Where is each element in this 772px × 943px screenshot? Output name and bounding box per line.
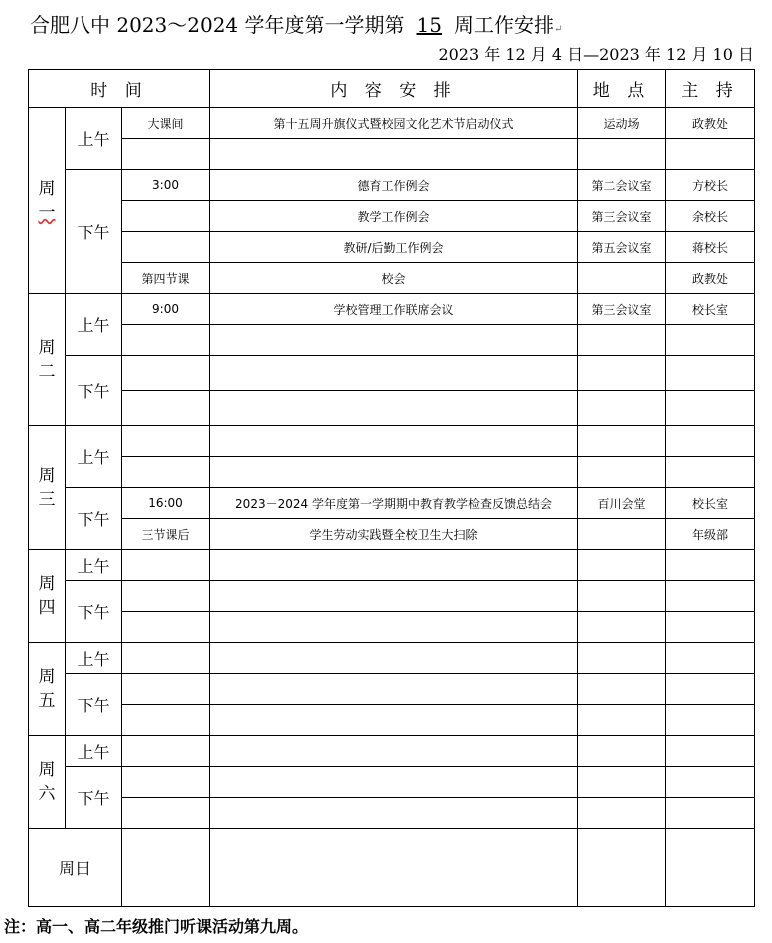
row-host bbox=[666, 550, 755, 581]
row-location: 第三会议室 bbox=[578, 201, 666, 232]
table-row bbox=[29, 232, 755, 263]
row-location bbox=[578, 829, 666, 907]
table-row bbox=[29, 581, 755, 612]
row-content: 学校管理工作联席会议 bbox=[210, 294, 578, 325]
row-content: 教研/后勤工作例会 bbox=[210, 232, 578, 263]
row-time: 3:00 bbox=[122, 170, 210, 201]
row-host: 蒋校长 bbox=[666, 232, 755, 263]
row-host: 政教处 bbox=[666, 108, 755, 139]
row-content bbox=[210, 391, 578, 426]
morning-label: 上午 bbox=[66, 426, 122, 488]
table-row bbox=[29, 356, 755, 391]
table-row bbox=[29, 201, 755, 232]
day-sunday: 周日 bbox=[29, 829, 122, 907]
row-time bbox=[122, 581, 210, 612]
row-time bbox=[122, 736, 210, 767]
schedule-table bbox=[28, 69, 755, 907]
row-host bbox=[666, 612, 755, 643]
row-time bbox=[122, 139, 210, 170]
row-time bbox=[122, 798, 210, 829]
afternoon-label: 下午 bbox=[66, 767, 122, 829]
table-row bbox=[29, 736, 755, 767]
row-location bbox=[578, 674, 666, 705]
row-content bbox=[210, 643, 578, 674]
row-time bbox=[122, 612, 210, 643]
row-host: 校长室 bbox=[666, 294, 755, 325]
row-location bbox=[578, 643, 666, 674]
row-host bbox=[666, 581, 755, 612]
row-time bbox=[122, 767, 210, 798]
row-location: 第二会议室 bbox=[578, 170, 666, 201]
day-thursday: 周 四 bbox=[29, 550, 66, 643]
row-content: 2023－2024 学年度第一学期期中教育教学检查反馈总结会 bbox=[210, 488, 578, 519]
row-host bbox=[666, 736, 755, 767]
row-time bbox=[122, 550, 210, 581]
row-content bbox=[210, 426, 578, 457]
day-monday: 周 一 bbox=[29, 108, 66, 294]
row-content bbox=[210, 325, 578, 356]
day-tuesday: 周 二 bbox=[29, 294, 66, 426]
table-row bbox=[29, 705, 755, 736]
row-time: 第四节课 bbox=[122, 263, 210, 294]
table-row bbox=[29, 139, 755, 170]
table-row bbox=[29, 643, 755, 674]
table-row bbox=[29, 798, 755, 829]
row-location bbox=[578, 519, 666, 550]
row-location bbox=[578, 767, 666, 798]
morning-label: 上午 bbox=[66, 550, 122, 581]
afternoon-label: 下午 bbox=[66, 488, 122, 550]
row-location bbox=[578, 612, 666, 643]
row-time bbox=[122, 674, 210, 705]
header-time: 时 间 bbox=[29, 70, 210, 108]
table-row bbox=[29, 263, 755, 294]
row-time bbox=[122, 201, 210, 232]
page-title bbox=[30, 10, 770, 40]
row-content: 学生劳动实践暨全校卫生大扫除 bbox=[210, 519, 578, 550]
row-location bbox=[578, 263, 666, 294]
table-row bbox=[29, 767, 755, 798]
afternoon-label: 下午 bbox=[66, 674, 122, 736]
day-saturday: 周 六 bbox=[29, 736, 66, 829]
table-row bbox=[29, 170, 755, 201]
table-row bbox=[29, 325, 755, 356]
row-time bbox=[122, 325, 210, 356]
row-location bbox=[578, 736, 666, 767]
row-host bbox=[666, 457, 755, 488]
row-time bbox=[122, 426, 210, 457]
row-content bbox=[210, 705, 578, 736]
header-content: 内 容 安 排 bbox=[210, 70, 578, 108]
row-time: 三节课后 bbox=[122, 519, 210, 550]
header-location: 地 点 bbox=[578, 70, 666, 108]
table-header-row bbox=[29, 70, 755, 108]
row-content bbox=[210, 550, 578, 581]
footnote: 注：高一、高二年级推门听课活动第九周。 bbox=[4, 917, 309, 936]
row-content: 第十五周升旗仪式暨校园文化艺术节启动仪式 bbox=[210, 108, 578, 139]
table-row bbox=[29, 426, 755, 457]
header-host: 主 持 bbox=[666, 70, 755, 108]
table-row bbox=[29, 391, 755, 426]
morning-label: 上午 bbox=[66, 294, 122, 356]
row-content: 校会 bbox=[210, 263, 578, 294]
row-location bbox=[578, 581, 666, 612]
row-location bbox=[578, 550, 666, 581]
row-location bbox=[578, 391, 666, 426]
row-host: 校长室 bbox=[666, 488, 755, 519]
day-friday: 周 五 bbox=[29, 643, 66, 736]
row-time bbox=[122, 356, 210, 391]
week-number: 15 bbox=[416, 13, 442, 37]
title-suffix: 周工作安排 bbox=[453, 13, 554, 37]
row-host: 年级部 bbox=[666, 519, 755, 550]
afternoon-label: 下午 bbox=[66, 581, 122, 643]
row-host bbox=[666, 139, 755, 170]
row-host bbox=[666, 426, 755, 457]
afternoon-label: 下午 bbox=[66, 170, 122, 294]
row-time bbox=[122, 391, 210, 426]
row-host bbox=[666, 767, 755, 798]
row-location bbox=[578, 139, 666, 170]
row-location bbox=[578, 705, 666, 736]
table-row bbox=[29, 550, 755, 581]
table-row bbox=[29, 294, 755, 325]
table-row bbox=[29, 488, 755, 519]
row-host bbox=[666, 798, 755, 829]
row-host bbox=[666, 325, 755, 356]
row-host: 方校长 bbox=[666, 170, 755, 201]
paragraph-mark-icon: ↵ bbox=[553, 24, 563, 35]
row-location: 运动场 bbox=[578, 108, 666, 139]
row-content bbox=[210, 767, 578, 798]
morning-label: 上午 bbox=[66, 108, 122, 170]
morning-label: 上午 bbox=[66, 736, 122, 767]
row-host bbox=[666, 829, 755, 907]
row-content bbox=[210, 457, 578, 488]
row-time bbox=[122, 232, 210, 263]
table-row bbox=[29, 829, 755, 907]
row-host bbox=[666, 705, 755, 736]
row-time: 16:00 bbox=[122, 488, 210, 519]
row-time bbox=[122, 643, 210, 674]
row-location bbox=[578, 798, 666, 829]
row-host bbox=[666, 356, 755, 391]
day-wednesday: 周 三 bbox=[29, 426, 66, 550]
row-content bbox=[210, 829, 578, 907]
row-location: 百川会堂 bbox=[578, 488, 666, 519]
table-row bbox=[29, 108, 755, 139]
row-location: 第三会议室 bbox=[578, 294, 666, 325]
row-content bbox=[210, 139, 578, 170]
row-location bbox=[578, 356, 666, 391]
title-prefix: 合肥八中 2023～2024 学年度第一学期第 bbox=[30, 13, 405, 37]
table-row bbox=[29, 674, 755, 705]
table-row bbox=[29, 457, 755, 488]
row-time bbox=[122, 457, 210, 488]
row-time: 9:00 bbox=[122, 294, 210, 325]
row-location bbox=[578, 325, 666, 356]
row-host: 政教处 bbox=[666, 263, 755, 294]
row-time bbox=[122, 705, 210, 736]
row-location bbox=[578, 426, 666, 457]
row-location bbox=[578, 457, 666, 488]
row-host: 余校长 bbox=[666, 201, 755, 232]
row-content bbox=[210, 798, 578, 829]
table-row bbox=[29, 519, 755, 550]
table-row bbox=[29, 612, 755, 643]
row-content: 德育工作例会 bbox=[210, 170, 578, 201]
row-host bbox=[666, 643, 755, 674]
row-time bbox=[122, 829, 210, 907]
date-range: 2023 年 12 月 4 日—2023 年 12 月 10 日 bbox=[438, 45, 754, 64]
afternoon-label: 下午 bbox=[66, 356, 122, 426]
morning-label: 上午 bbox=[66, 643, 122, 674]
row-content bbox=[210, 612, 578, 643]
row-host bbox=[666, 391, 755, 426]
row-content bbox=[210, 581, 578, 612]
row-content bbox=[210, 674, 578, 705]
row-content bbox=[210, 736, 578, 767]
row-content bbox=[210, 356, 578, 391]
row-content: 教学工作例会 bbox=[210, 201, 578, 232]
row-location: 第五会议室 bbox=[578, 232, 666, 263]
row-host bbox=[666, 674, 755, 705]
row-time: 大课间 bbox=[122, 108, 210, 139]
